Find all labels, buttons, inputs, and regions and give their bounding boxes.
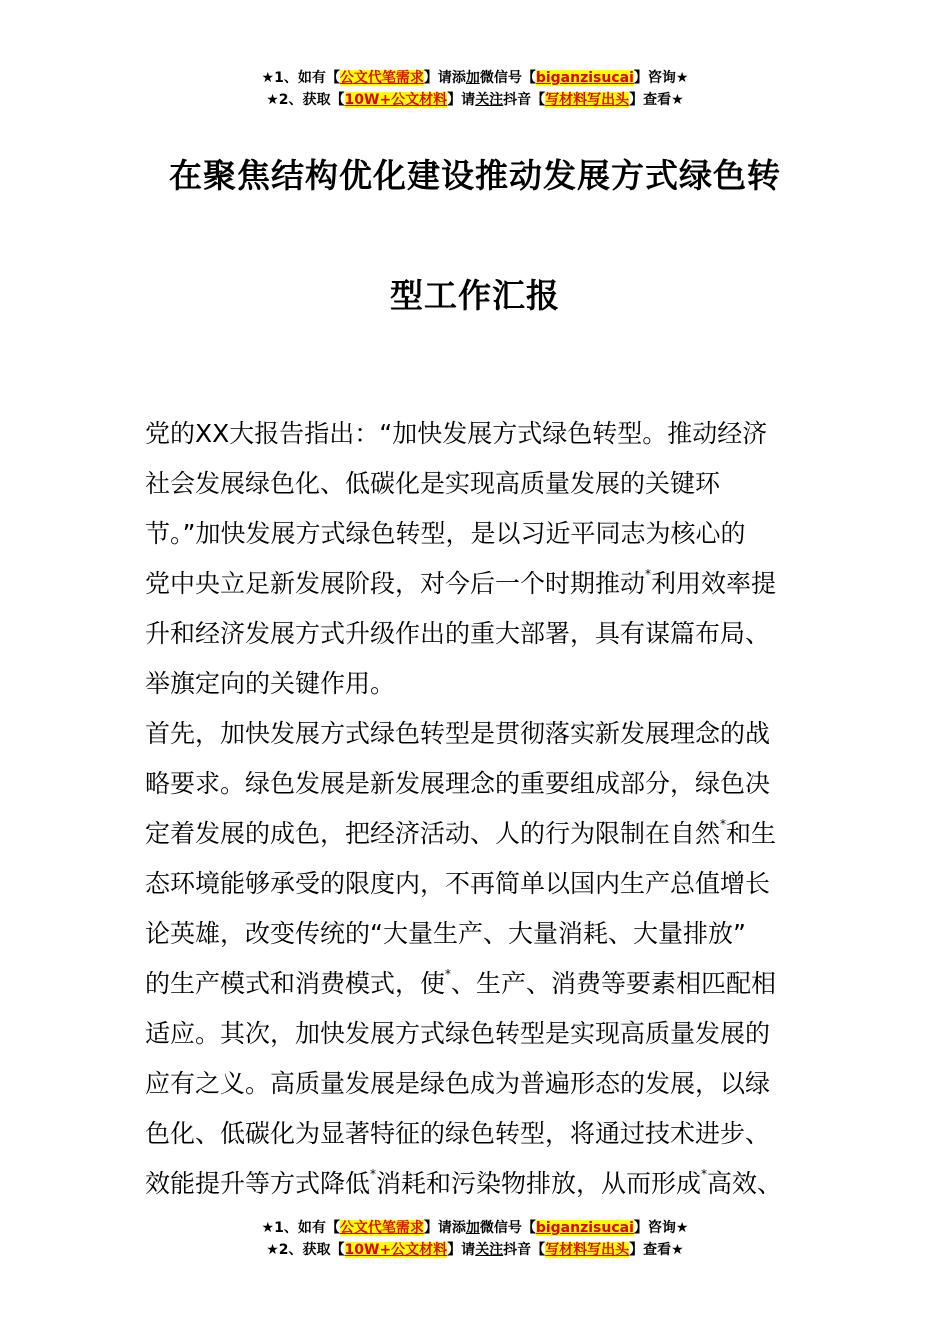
- banner-underline: 加: [465, 1220, 480, 1236]
- body-text: 党中央立足新发展阶段，对今后一个时期推动: [145, 569, 646, 598]
- body-text: 定着发展的成色，把经济活动、人的行为限制在自然: [145, 819, 721, 848]
- body-line: 态环境能够承受的限度内，不再简单以国内生产总值增长: [145, 869, 771, 898]
- banner-text: 】请: [447, 1242, 476, 1258]
- body-line: 论英雄，改变传统的“大量生产、大量消耗、大量排放”: [145, 919, 746, 948]
- body-line: 应有之义。高质量发展是绿色成为普遍形态的发展，以绿: [145, 1069, 771, 1098]
- banner-text: ★2、获取【: [266, 92, 345, 108]
- body-text: 、生产、消费等要素相匹配相: [451, 969, 777, 998]
- banner-text: 微信号【: [479, 1220, 536, 1236]
- banner-highlight-materials: 10W+公文材料: [344, 1242, 448, 1258]
- body-text: 利用效率提: [651, 569, 777, 598]
- redaction-mark: *: [445, 967, 452, 981]
- banner-text: 】查看★: [629, 92, 684, 108]
- body-text: 消耗和污染物排放，从而形成: [376, 1169, 702, 1198]
- banner-text: ★1、如有【: [261, 70, 340, 86]
- banner-highlight-wechat: biganzisucai: [535, 1220, 634, 1236]
- banner-underline: 关注: [475, 92, 504, 108]
- banner-text: 抖音【: [503, 92, 546, 108]
- banner-text: 】请添: [423, 1220, 466, 1236]
- body-line: [145, 959, 815, 1009]
- banner-highlight-service: 公文代笔需求: [339, 1220, 424, 1236]
- footer-banner: [0, 1217, 950, 1261]
- body-line: [145, 559, 815, 609]
- body-line: 适应。其次，加快发展方式绿色转型是实现高质量发展的: [145, 1019, 771, 1048]
- header-banner: [0, 67, 950, 111]
- body-text: 的生产模式和消费模式，使: [145, 969, 446, 998]
- body-line: 社会发展绿色化、低碳化是实现高质量发展的关键环: [145, 469, 721, 498]
- body-line: 色化、低碳化为显著特征的绿色转型，将通过技术进步、: [145, 1119, 771, 1148]
- banner-highlight-douyin: 写材料写出头: [545, 1242, 630, 1258]
- document-body: [145, 409, 815, 1209]
- redaction-mark: *: [720, 817, 727, 831]
- banner-underline: 关注: [475, 1242, 504, 1258]
- banner-text: 抖音【: [503, 1242, 546, 1258]
- banner-highlight-wechat: biganzisucai: [535, 70, 634, 86]
- banner-text: 】请: [447, 92, 476, 108]
- redaction-mark: *: [701, 1167, 708, 1181]
- banner-line-2: [0, 89, 950, 111]
- banner-text: 】查看★: [629, 1242, 684, 1258]
- page-title-line-1: 在聚焦结构优化建设推动发展方式绿色转: [169, 156, 781, 195]
- banner-highlight-service: 公文代笔需求: [339, 70, 424, 86]
- banner-text: ★1、如有【: [261, 1220, 340, 1236]
- banner-line-1: [0, 67, 950, 89]
- body-text: 高效、: [707, 1169, 783, 1198]
- banner-text: 微信号【: [479, 70, 536, 86]
- page-title-line-2: 型工作汇报: [390, 276, 560, 315]
- banner-highlight-douyin: 写材料写出头: [545, 92, 630, 108]
- banner-text: 】请添: [423, 70, 466, 86]
- body-line: [145, 809, 815, 859]
- body-text: 和生: [726, 819, 777, 848]
- redaction-mark: *: [645, 567, 652, 581]
- banner-highlight-materials: 10W+公文材料: [344, 92, 448, 108]
- banner-line-2: [0, 1239, 950, 1261]
- body-text: 效能提升等方式降低: [145, 1169, 371, 1198]
- body-line: 举旗定向的关键作用。: [145, 669, 396, 698]
- redaction-mark: *: [370, 1167, 377, 1181]
- banner-text: 】咨询★: [633, 70, 689, 86]
- body-line: 节。”加快发展方式绿色转型，是以习近平同志为核心的: [145, 519, 746, 548]
- banner-text: ★2、获取【: [266, 1242, 345, 1258]
- body-line: 党的XX大报告指出：“加快发展方式绿色转型。推动经济: [145, 419, 768, 448]
- body-line: [145, 1159, 815, 1209]
- banner-text: 】咨询★: [633, 1220, 689, 1236]
- banner-line-1: [0, 1217, 950, 1239]
- body-line: 升和经济发展方式升级作出的重大部署，具有谋篇布局、: [145, 619, 771, 648]
- banner-underline: 加: [465, 70, 480, 86]
- body-line: 略要求。绿色发展是新发展理念的重要组成部分，绿色决: [145, 769, 771, 798]
- body-line: 首先，加快发展方式绿色转型是贯彻落实新发展理念的战: [145, 719, 771, 748]
